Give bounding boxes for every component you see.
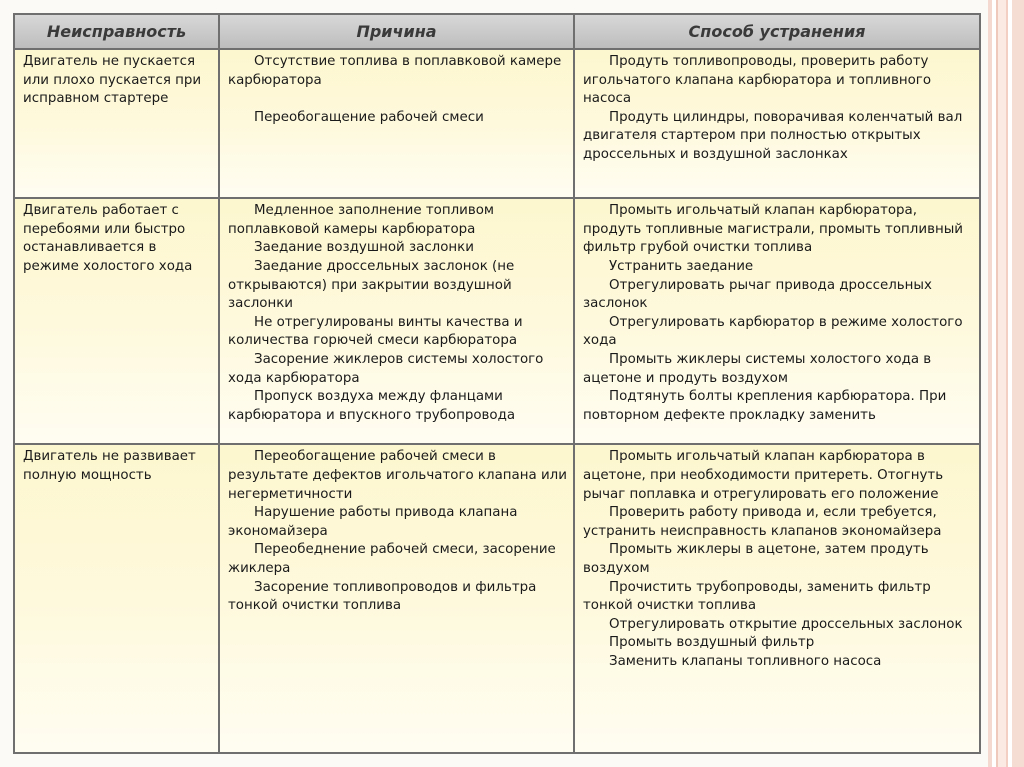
fault-text: Двигатель не развивает полную мощность — [23, 449, 196, 483]
cause-item: Переобогащение рабочей смеси в результате дефектов игольчатого клапана или негерметичности — [228, 449, 567, 502]
remedy-item: Отрегулировать рычаг привода дроссельных заслонок — [583, 277, 932, 312]
cause-item: Засорение топливопроводов и фильтра тонкой очистки топлива — [228, 579, 537, 614]
remedy-item: Промыть игольчатый клапан карбюратора в ацетоне, при необходимости притереть. Отогнуть рычаг поплавка и отрегулировать его положение — [583, 449, 944, 502]
remedy-item: Отрегулировать карбюратор в режиме холостого хода — [583, 314, 963, 349]
remedy-item: Продуть топливопроводы, проверить работу игольчатого клапана карбюратора и топливного насоса — [583, 54, 932, 107]
remedy-cell — [574, 198, 980, 444]
fault-cell — [14, 444, 219, 753]
remedy-cell — [574, 49, 980, 198]
header-remedy: Способ устранения — [574, 14, 980, 49]
fault-cell — [14, 198, 219, 444]
remedy-item: Промыть воздушный фильтр — [609, 635, 815, 651]
remedy-item: Отрегулировать открытие дроссельных заслонок — [609, 616, 963, 632]
cause-spacer — [228, 90, 569, 109]
remedy-item: Промыть игольчатый клапан карбюратора, продуть топливные магистрали, промыть топливный фильтр грубой очистки топлива — [583, 203, 963, 256]
cause-item: Засорение жиклеров системы холостого хода карбюратора — [228, 352, 544, 386]
cause-cell — [219, 49, 574, 198]
remedy-item: Прочистить трубопроводы, заменить фильтр тонкой очистки топлива — [583, 579, 931, 614]
remedy-item: Проверить работу привода и, если требуется, устранить неисправность клапанов экономайзера — [583, 505, 942, 539]
cause-cell — [219, 444, 574, 753]
remedy-item: Заменить клапаны топливного насоса — [609, 653, 882, 669]
troubleshooting-table — [13, 13, 981, 754]
remedy-item: Промыть жиклеры в ацетоне, затем продуть воздухом — [583, 542, 929, 576]
table-row — [14, 444, 980, 753]
remedy-item: Подтянуть болты крепления карбюратора. При повторном дефекте прокладку заменить — [583, 389, 947, 423]
fault-cell — [14, 49, 219, 198]
fault-text: Двигатель не пускается или плохо пускается при исправном стартере — [23, 54, 202, 107]
cause-cell — [219, 198, 574, 444]
remedy-item: Промыть жиклеры системы холостого хода в ацетоне и продуть воздухом — [583, 352, 932, 386]
header-cause: Причина — [219, 14, 574, 49]
cause-item: Отсутствие топлива в поплавковой камере карбюратора — [228, 54, 562, 88]
cause-item: Пропуск воздуха между фланцами карбюратора и впускного трубопровода — [228, 389, 516, 423]
header-row — [14, 14, 980, 49]
cause-item: Не отрегулированы винты качества и количества горючей смеси карбюратора — [228, 314, 523, 349]
cause-item: Медленное заполнение топливом поплавковой камеры карбюратора — [228, 203, 495, 237]
cause-item: Переобеднение рабочей смеси, засорение жиклера — [228, 542, 556, 576]
decorative-border-stripes — [988, 0, 1024, 767]
remedy-cell — [574, 444, 980, 753]
cause-item: Заедание воздушной заслонки — [254, 240, 474, 256]
fault-text: Двигатель работает с перебоями или быстро останавливается в режиме холостого хода — [23, 203, 193, 275]
cause-item: Нарушение работы привода клапана экономайзера — [228, 505, 518, 539]
cause-item: Заедание дроссельных заслонок (не открываются) при закрытии воздушной заслонки — [228, 259, 515, 312]
table-row — [14, 49, 980, 198]
table-row — [14, 198, 980, 444]
remedy-item: Продуть цилиндры, поворачивая коленчатый вал двигателя стартером при полностью открытых дроссельных и воздушной заслонках — [583, 109, 963, 162]
cause-item: Переобогащение рабочей смеси — [254, 109, 484, 125]
header-fault: Неисправность — [14, 14, 219, 49]
remedy-item: Устранить заедание — [609, 259, 754, 275]
